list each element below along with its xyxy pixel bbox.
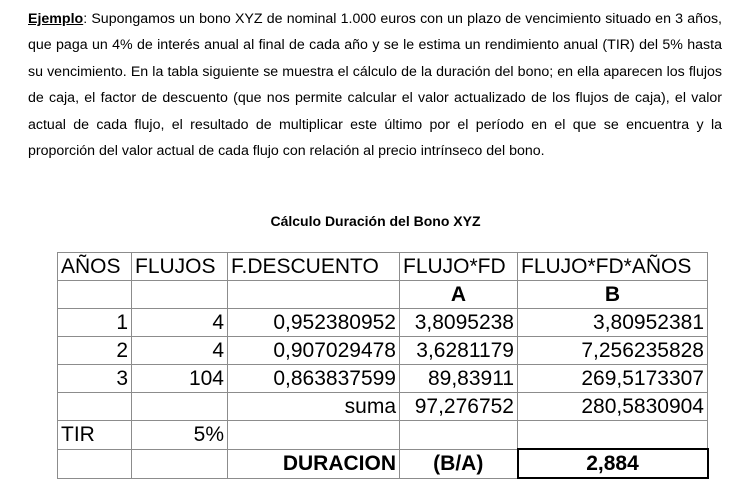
cell-fdescuento: 0,907029478 <box>228 337 400 365</box>
table-row <box>58 365 708 393</box>
duration-row <box>58 449 708 478</box>
cell-flujos: 4 <box>132 337 228 365</box>
table-subheader-row <box>58 281 708 309</box>
table-header-row <box>58 253 708 281</box>
empty-cell <box>132 449 228 478</box>
empty-cell <box>132 393 228 421</box>
subheader-a: A <box>400 281 518 309</box>
cell-flujo-fd: 89,83911 <box>400 365 518 393</box>
duration-label: DURACION <box>228 449 400 478</box>
sum-label: suma <box>228 393 400 421</box>
empty-cell <box>518 421 708 450</box>
table-caption: Cálculo Duración del Bono XYZ <box>270 213 481 229</box>
subheader-cell <box>58 281 132 309</box>
cell-flujos: 104 <box>132 365 228 393</box>
tir-row <box>58 421 708 450</box>
sum-b: 280,5830904 <box>518 393 708 421</box>
intro-paragraph <box>28 6 722 164</box>
tir-label: TIR <box>58 421 132 450</box>
empty-cell <box>228 421 400 450</box>
subheader-cell <box>132 281 228 309</box>
duration-value: 2,884 <box>518 449 708 478</box>
header-flujo-fd-anos: FLUJO*FD*AÑOS <box>518 253 708 281</box>
duration-formula: (B/A) <box>400 449 518 478</box>
empty-cell <box>400 421 518 450</box>
subheader-b: B <box>518 281 708 309</box>
cell-flujo-fd-anos: 269,5173307 <box>518 365 708 393</box>
header-anos: AÑOS <box>58 253 132 281</box>
header-flujos: FLUJOS <box>132 253 228 281</box>
cell-flujo-fd-anos: 3,80952381 <box>518 309 708 337</box>
cell-fdescuento: 0,952380952 <box>228 309 400 337</box>
duration-table <box>57 252 709 479</box>
cell-flujos: 4 <box>132 309 228 337</box>
example-label: Ejemplo <box>28 11 84 27</box>
empty-cell <box>58 449 132 478</box>
empty-cell <box>58 393 132 421</box>
header-flujo-fd: FLUJO*FD <box>400 253 518 281</box>
subheader-cell <box>228 281 400 309</box>
cell-anos: 3 <box>58 365 132 393</box>
cell-flujo-fd: 3,6281179 <box>400 337 518 365</box>
tir-value: 5% <box>132 421 228 450</box>
cell-anos: 1 <box>58 309 132 337</box>
cell-flujo-fd-anos: 7,256235828 <box>518 337 708 365</box>
cell-anos: 2 <box>58 337 132 365</box>
cell-flujo-fd: 3,8095238 <box>400 309 518 337</box>
sum-row <box>58 393 708 421</box>
header-fdescuento: F.DESCUENTO <box>228 253 400 281</box>
table-row <box>58 309 708 337</box>
sum-a: 97,276752 <box>400 393 518 421</box>
table-row <box>58 337 708 365</box>
cell-fdescuento: 0,863837599 <box>228 365 400 393</box>
intro-text: : Supongamos un bono XYZ de nominal 1.000 euros con un plazo de vencimiento situado en 3 años, que paga un 4% de interés anual al final de cada año y se le estima un rendimiento anual (TIR) del 5% hasta su vencimiento. En la tabla siguiente se muestra el cálculo de la duración del bono; en ella aparecen los flujos de caja, el factor de descuento (que nos permite calcular el valor actualizado de los flujos de caja), el valor actual de cada flujo, el resultado de multiplicar este último por el período en el que se encuentra y la proporción del valor actual de cada flujo con relación al precio intrínseco del bono. <box>28 11 722 160</box>
